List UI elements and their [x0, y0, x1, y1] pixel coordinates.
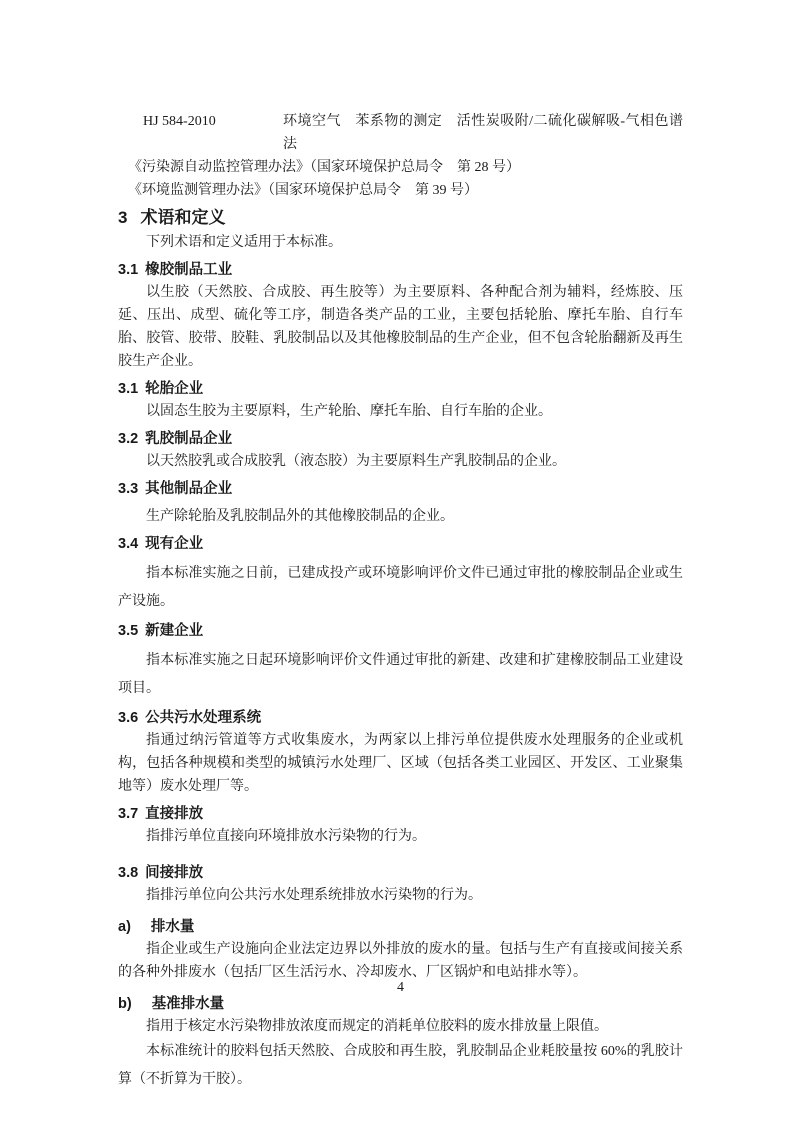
section-latex-enterprise: [118, 428, 683, 473]
section-number: 3.1: [118, 381, 139, 397]
section-paragraph: 生产除轮胎及乳胶制品外的其他橡胶制品的企业。: [146, 509, 454, 524]
section-paragraph: 以生胶（天然胶、合成胶、再生胶等）为主要原料、各种配合剂为辅料，经炼胶、压延、压出、成型、硫化等工序，制造各类产品的工业，主要包括轮胎、摩托车胎、自行车胎、胶管、胶带、胶鞋、乳胶制品以及其他橡胶制品的生产企业，但不包含轮胎翻新及再生胶生产企业。: [118, 285, 683, 369]
section-number: 3.6: [118, 710, 139, 726]
section-heading: [118, 707, 683, 729]
section-letter: a): [118, 919, 131, 935]
section-number: 3.1: [118, 262, 139, 278]
section-drainage-volume: [118, 916, 683, 984]
section-tire-enterprise: [118, 378, 683, 423]
section-benchmark-drainage: [118, 993, 683, 1093]
section-paragraph: 指企业或生产设施向企业法定边界以外排放的废水的量。包括与生产有直接或间接关系的各种外排废水（包括厂区生活污水、冷却废水、厂区锅炉和电站排水等）。: [118, 942, 683, 980]
section-direct-discharge: [118, 803, 683, 848]
section-heading: [118, 478, 683, 500]
section-title: 直接排放: [145, 806, 204, 822]
section-heading: [118, 259, 683, 281]
section-paragraph: 指排污单位直接向环境排放水污染物的行为。: [146, 829, 426, 844]
section-indirect-discharge: [118, 862, 683, 907]
section-paragraph: 以固态生胶为主要原料，生产轮胎、摩托车胎、自行车胎的企业。: [146, 404, 552, 419]
section-number: 3.7: [118, 806, 139, 822]
reference-entry: [143, 110, 683, 156]
section-paragraph: 以天然胶乳或合成胶乳（液态胶）为主要原料生产乳胶制品的企业。: [146, 454, 566, 469]
section-rubber-industry: [118, 259, 683, 373]
section-paragraph: 指本标准实施之日起环境影响评价文件通过审批的新建、改建和扩建橡胶制品工业建设项目。: [118, 653, 683, 696]
section-paragraph: 本标准统计的胶料包括天然胶、合成胶和再生胶，乳胶制品企业耗胶量按 60%的乳胶计算（不折算为干胶）。: [118, 1044, 683, 1087]
section-title: 乳胶制品企业: [145, 431, 233, 447]
reference-code: HJ 584-2010: [143, 114, 216, 129]
section-heading: [118, 620, 683, 642]
section-heading: [118, 378, 683, 400]
section-title: 排水量: [150, 919, 195, 935]
section-number: 3.5: [118, 623, 139, 639]
section-existing-enterprise: [118, 533, 683, 615]
section-paragraph: 指用于核定水污染物排放浓度而规定的消耗单位胶料的废水排放量上限值。: [146, 1019, 608, 1034]
reference-item: 《污染源自动监控管理办法》（国家环境保护总局令 第 28 号）: [128, 160, 520, 175]
section-title: 其他制品企业: [145, 481, 233, 497]
section-title: 公共污水处理系统: [145, 710, 262, 726]
section-title: 现有企业: [145, 536, 204, 552]
intro-paragraph: 下列术语和定义适用于本标准。: [146, 235, 342, 250]
section-paragraph: 指通过纳污管道等方式收集废水，为两家以上排污单位提供废水处理服务的企业或机构，包括各种规模和类型的城镇污水处理厂、区域（包括各类工业园区、开发区、工业聚集地等）废水处理厂等。: [118, 733, 683, 794]
page-number: 4: [397, 980, 404, 995]
section-title: 轮胎企业: [145, 381, 204, 397]
section-letter: b): [118, 996, 132, 1012]
chapter-heading: [118, 205, 683, 231]
section-number: 3.3: [118, 481, 139, 497]
section-paragraph: 指本标准实施之日前，已建成投产或环境影响评价文件已通过审批的橡胶制品企业或生产设施。: [118, 566, 683, 609]
section-title: 新建企业: [145, 623, 204, 639]
section-heading: [118, 428, 683, 450]
section-heading: [118, 803, 683, 825]
section-number: 3.2: [118, 431, 139, 447]
section-title: 基准排水量: [151, 996, 225, 1012]
section-number: 3.8: [118, 865, 139, 881]
chapter-title: 术语和定义: [140, 208, 226, 227]
section-heading: [118, 916, 683, 938]
section-number: 3.4: [118, 536, 139, 552]
section-title: 橡胶制品工业: [145, 262, 233, 278]
page-content: [118, 110, 683, 1093]
section-heading: [118, 862, 683, 884]
section-public-sewage-system: [118, 707, 683, 798]
section-new-enterprise: [118, 620, 683, 702]
reference-title: 环境空气 苯系物的测定 活性炭吸附/二硫化碳解吸-气相色谱法: [283, 114, 683, 152]
section-heading: [118, 533, 683, 555]
section-other-products: [118, 478, 683, 528]
chapter-number: 3: [118, 208, 128, 227]
section-title: 间接排放: [145, 865, 204, 881]
reference-item: 《环境监测管理办法》（国家环境保护总局令 第 39 号）: [128, 183, 478, 198]
section-paragraph: 指排污单位向公共污水处理系统排放水污染物的行为。: [146, 888, 482, 903]
